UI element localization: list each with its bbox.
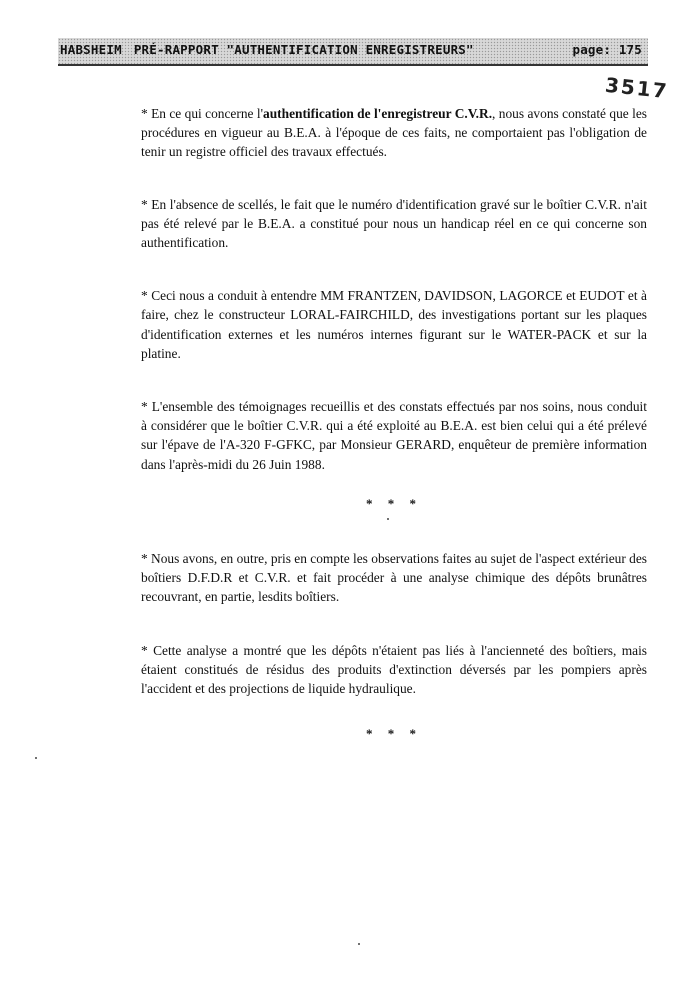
scan-speck <box>358 943 360 945</box>
section-separator: * * * <box>366 726 422 742</box>
bold-phrase: authentification de l'enregistreur C.V.R. <box>263 106 493 121</box>
running-header <box>58 38 648 66</box>
scan-speck <box>387 518 389 520</box>
paragraph-seals: * En l'absence de scellés, le fait que le numéro d'identification gravé sur le boîtier C.V.R. n'ait pas été relevé par le B.E.A. a constitué pour nous un handicap réel en ce qui concerne son authentification. <box>141 196 647 251</box>
document-body <box>141 104 647 743</box>
header-page-number: page: 175 <box>572 42 642 57</box>
paragraph-investigations: * Ceci nous a conduit à entendre MM FRANTZEN, DAVIDSON, LAGORCE et EUDOT et à faire, chez le constructeur LORAL-FAIRCHILD, des investigations portant sur les plaques d'identification externes et les numéros internes figurant sur le WATER-PACK et sur la platine. <box>141 288 647 361</box>
header-location: HABSHEIM <box>60 42 122 57</box>
section-separator: * * * <box>366 495 422 511</box>
scan-speck <box>35 757 37 759</box>
handwritten-page-number: 3517 <box>603 72 670 104</box>
paragraph-observations: * Nous avons, en outre, pris en compte les observations faites au sujet de l'aspect extérieur des boîtiers D.F.D.R et C.V.R. et fait procéder à une analyse chimique des dépôts brunâtres recouvrant, en partie, lesdits boîtiers. <box>141 551 647 605</box>
header-title: PRÉ-RAPPORT "AUTHENTIFICATION ENREGISTREURS" <box>133 42 474 57</box>
paragraph-cvr-authentication: * En ce qui concerne l'authentification de l'enregistreur C.V.R., nous avons constaté que les procédures en vigueur au B.E.A. à l'époque de ces faits, ne comportaient pas l'obligation de tenir un registre officiel des travaux effectués. <box>141 106 647 160</box>
paragraph-analysis: * Cette analyse a montré que les dépôts n'étaient pas liés à l'ancienneté des boîtiers, mais étaient constitués de résidus des produits d'extinction déversés par les pompiers après l'accident et des projections de liquide hydraulique. <box>141 642 647 697</box>
paragraph-conclusion: * L'ensemble des témoignages recueillis et des constats effectués par nos soins, nous conduit à considérer que le boîtier C.V.R. qui a été exploité au B.E.A. est bien celui qui a été prélevé sur l'épave de l'A-320 F-GFKC, par Monsieur GERARD, enquêteur de première information dans l'après-midi du 26 Juin 1988. <box>141 399 647 472</box>
